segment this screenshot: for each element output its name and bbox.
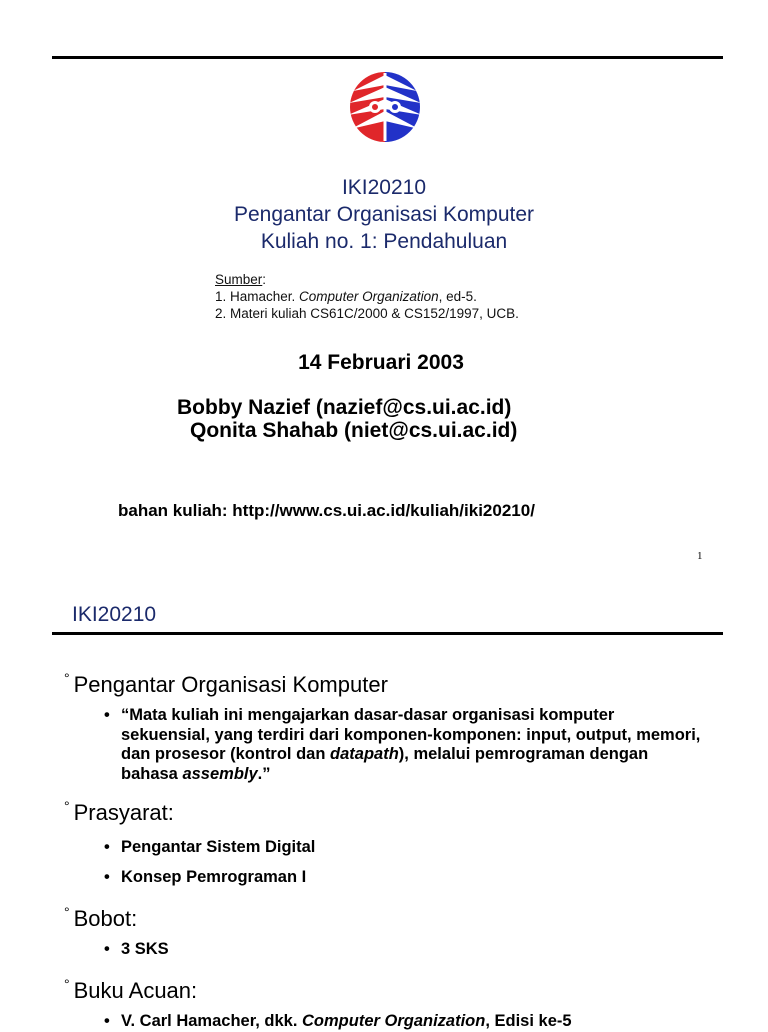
course-name: Pengantar Organisasi Komputer xyxy=(234,203,534,226)
source-label: Sumber xyxy=(215,272,263,287)
sub-bullet-icon: • xyxy=(104,706,110,724)
lecture-title: Kuliah no. 1: Pendahuluan xyxy=(260,230,508,253)
sub-bullet-icon: • xyxy=(104,838,110,856)
section-credits-heading: ° Bobot: xyxy=(64,904,138,931)
page-number: 1 xyxy=(697,550,703,562)
course-description: • “Mata kuliah ini mengajarkan dasar-dasar organisasi komputer sekuensial, yang terdiri dari komponen-komponen: input, output, memori, dan prosesor (kontrol dan datapath), melalui pemrograman dengan bahasa assembly.” xyxy=(104,706,701,783)
course-materials-link[interactable]: bahan kuliah: http://www.cs.ui.ac.id/kuliah/iki20210/ xyxy=(118,501,535,520)
sub-bullet-icon: • xyxy=(104,868,110,886)
author-2: Qonita Shahab (niet@cs.ui.ac.id) xyxy=(190,419,518,442)
textbook-item: • V. Carl Hamacher, dkk. Computer Organization, Edisi ke-5 xyxy=(104,1012,572,1030)
bullet-icon: ° xyxy=(64,670,70,686)
prereq-item: • Pengantar Sistem Digital xyxy=(104,838,316,856)
prereq-item: • Konsep Pemrograman I xyxy=(104,868,307,886)
source-heading: Sumber: xyxy=(215,272,267,287)
section-intro-heading: ° Pengantar Organisasi Komputer xyxy=(64,670,388,697)
top-rule xyxy=(52,56,723,59)
bullet-icon: ° xyxy=(64,798,70,814)
university-logo xyxy=(345,71,425,143)
slide2-rule xyxy=(52,632,723,635)
source-book-title: Computer Organization xyxy=(299,289,439,304)
bullet-icon: ° xyxy=(64,904,70,920)
section-textbook-heading: ° Buku Acuan: xyxy=(64,976,198,1003)
source-item-1: 1. Hamacher. Computer Organization, ed-5. xyxy=(215,289,477,304)
sub-bullet-icon: • xyxy=(104,940,110,958)
lecture-date: 14 Februari 2003 xyxy=(298,351,464,374)
bullet-icon: ° xyxy=(64,976,70,992)
author-1: Bobby Nazief (nazief@cs.ui.ac.id) xyxy=(177,396,512,419)
slide2-title: IKI20210 xyxy=(72,603,157,626)
credits-item: • 3 SKS xyxy=(104,940,169,958)
course-code: IKI20210 xyxy=(341,176,427,199)
section-prereq-heading: ° Prasyarat: xyxy=(64,798,174,825)
source-item-2: 2. Materi kuliah CS61C/2000 & CS152/1997, UCB. xyxy=(215,306,519,321)
sub-bullet-icon: • xyxy=(104,1012,110,1030)
